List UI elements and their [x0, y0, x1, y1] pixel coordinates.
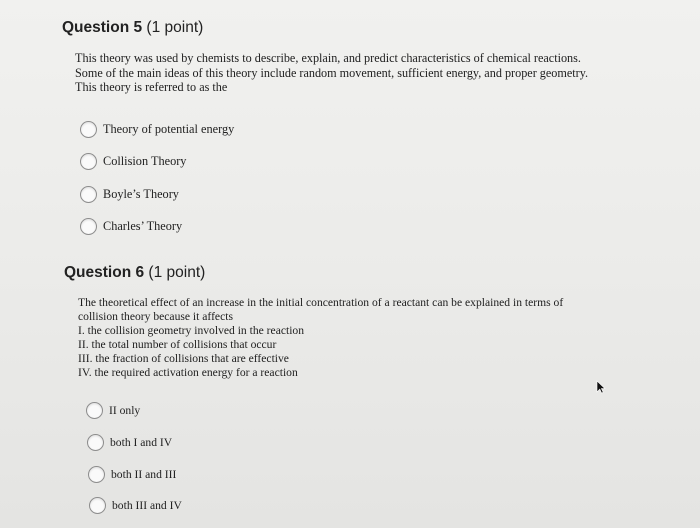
question-5-title: [62, 19, 203, 37]
q5-option-boyles-theory[interactable]: [80, 186, 179, 203]
question-number: Question 5: [62, 19, 143, 36]
q6-option-both-ii-and-iii[interactable]: [88, 466, 176, 483]
option-label: Charles’ Theory: [103, 219, 183, 233]
prompt-line: II. the total number of collisions that occur: [78, 338, 277, 351]
option-label: Theory of potential energy: [103, 122, 235, 136]
q6-option-ii-only[interactable]: [86, 402, 140, 419]
option-label: both III and IV: [112, 499, 182, 512]
prompt-line: This theory was used by chemists to describe, explain, and predict characteristics of chemical reactions.: [75, 51, 581, 65]
prompt-line: collision theory because it affects: [78, 310, 233, 323]
radio-button[interactable]: [89, 497, 106, 514]
question-number: Question 6: [64, 264, 145, 281]
option-label: II only: [109, 404, 141, 417]
q5-option-charles-theory[interactable]: [80, 218, 182, 235]
question-5-prompt: [75, 51, 588, 95]
question-points: (1 point): [148, 264, 206, 281]
prompt-line: Some of the main ideas of this theory include random movement, sufficient energy, and proper geometry.: [75, 65, 589, 80]
option-label: Boyle’s Theory: [103, 187, 179, 201]
radio-button[interactable]: [87, 434, 104, 451]
radio-button[interactable]: [86, 402, 103, 419]
question-6-title: [64, 264, 205, 282]
radio-button[interactable]: [80, 218, 97, 235]
prompt-line: The theoretical effect of an increase in the initial concentration of a reactant can be explained in terms of: [78, 296, 564, 309]
prompt-line: This theory is referred to as the: [75, 80, 228, 94]
option-label: both II and III: [111, 468, 177, 481]
question-points: (1 point): [146, 19, 204, 36]
prompt-line: IV. the required activation energy for a reaction: [78, 366, 298, 379]
question-6-prompt: [78, 296, 563, 380]
option-label: both I and IV: [110, 436, 173, 449]
prompt-line: III. the fraction of collisions that are effective: [78, 352, 289, 365]
radio-button[interactable]: [80, 153, 97, 170]
mouse-pointer-icon: [596, 380, 606, 394]
q6-option-both-iii-and-iv[interactable]: [89, 497, 182, 514]
q5-option-collision-theory[interactable]: [80, 153, 186, 170]
option-label: Collision Theory: [103, 154, 187, 168]
prompt-line: I. the collision geometry involved in the reaction: [78, 324, 305, 337]
radio-button[interactable]: [80, 186, 97, 203]
radio-button[interactable]: [88, 466, 105, 483]
q5-option-theory-of-potential-energy[interactable]: [80, 121, 234, 138]
q6-option-both-i-and-iv[interactable]: [87, 434, 172, 451]
radio-button[interactable]: [80, 121, 97, 138]
